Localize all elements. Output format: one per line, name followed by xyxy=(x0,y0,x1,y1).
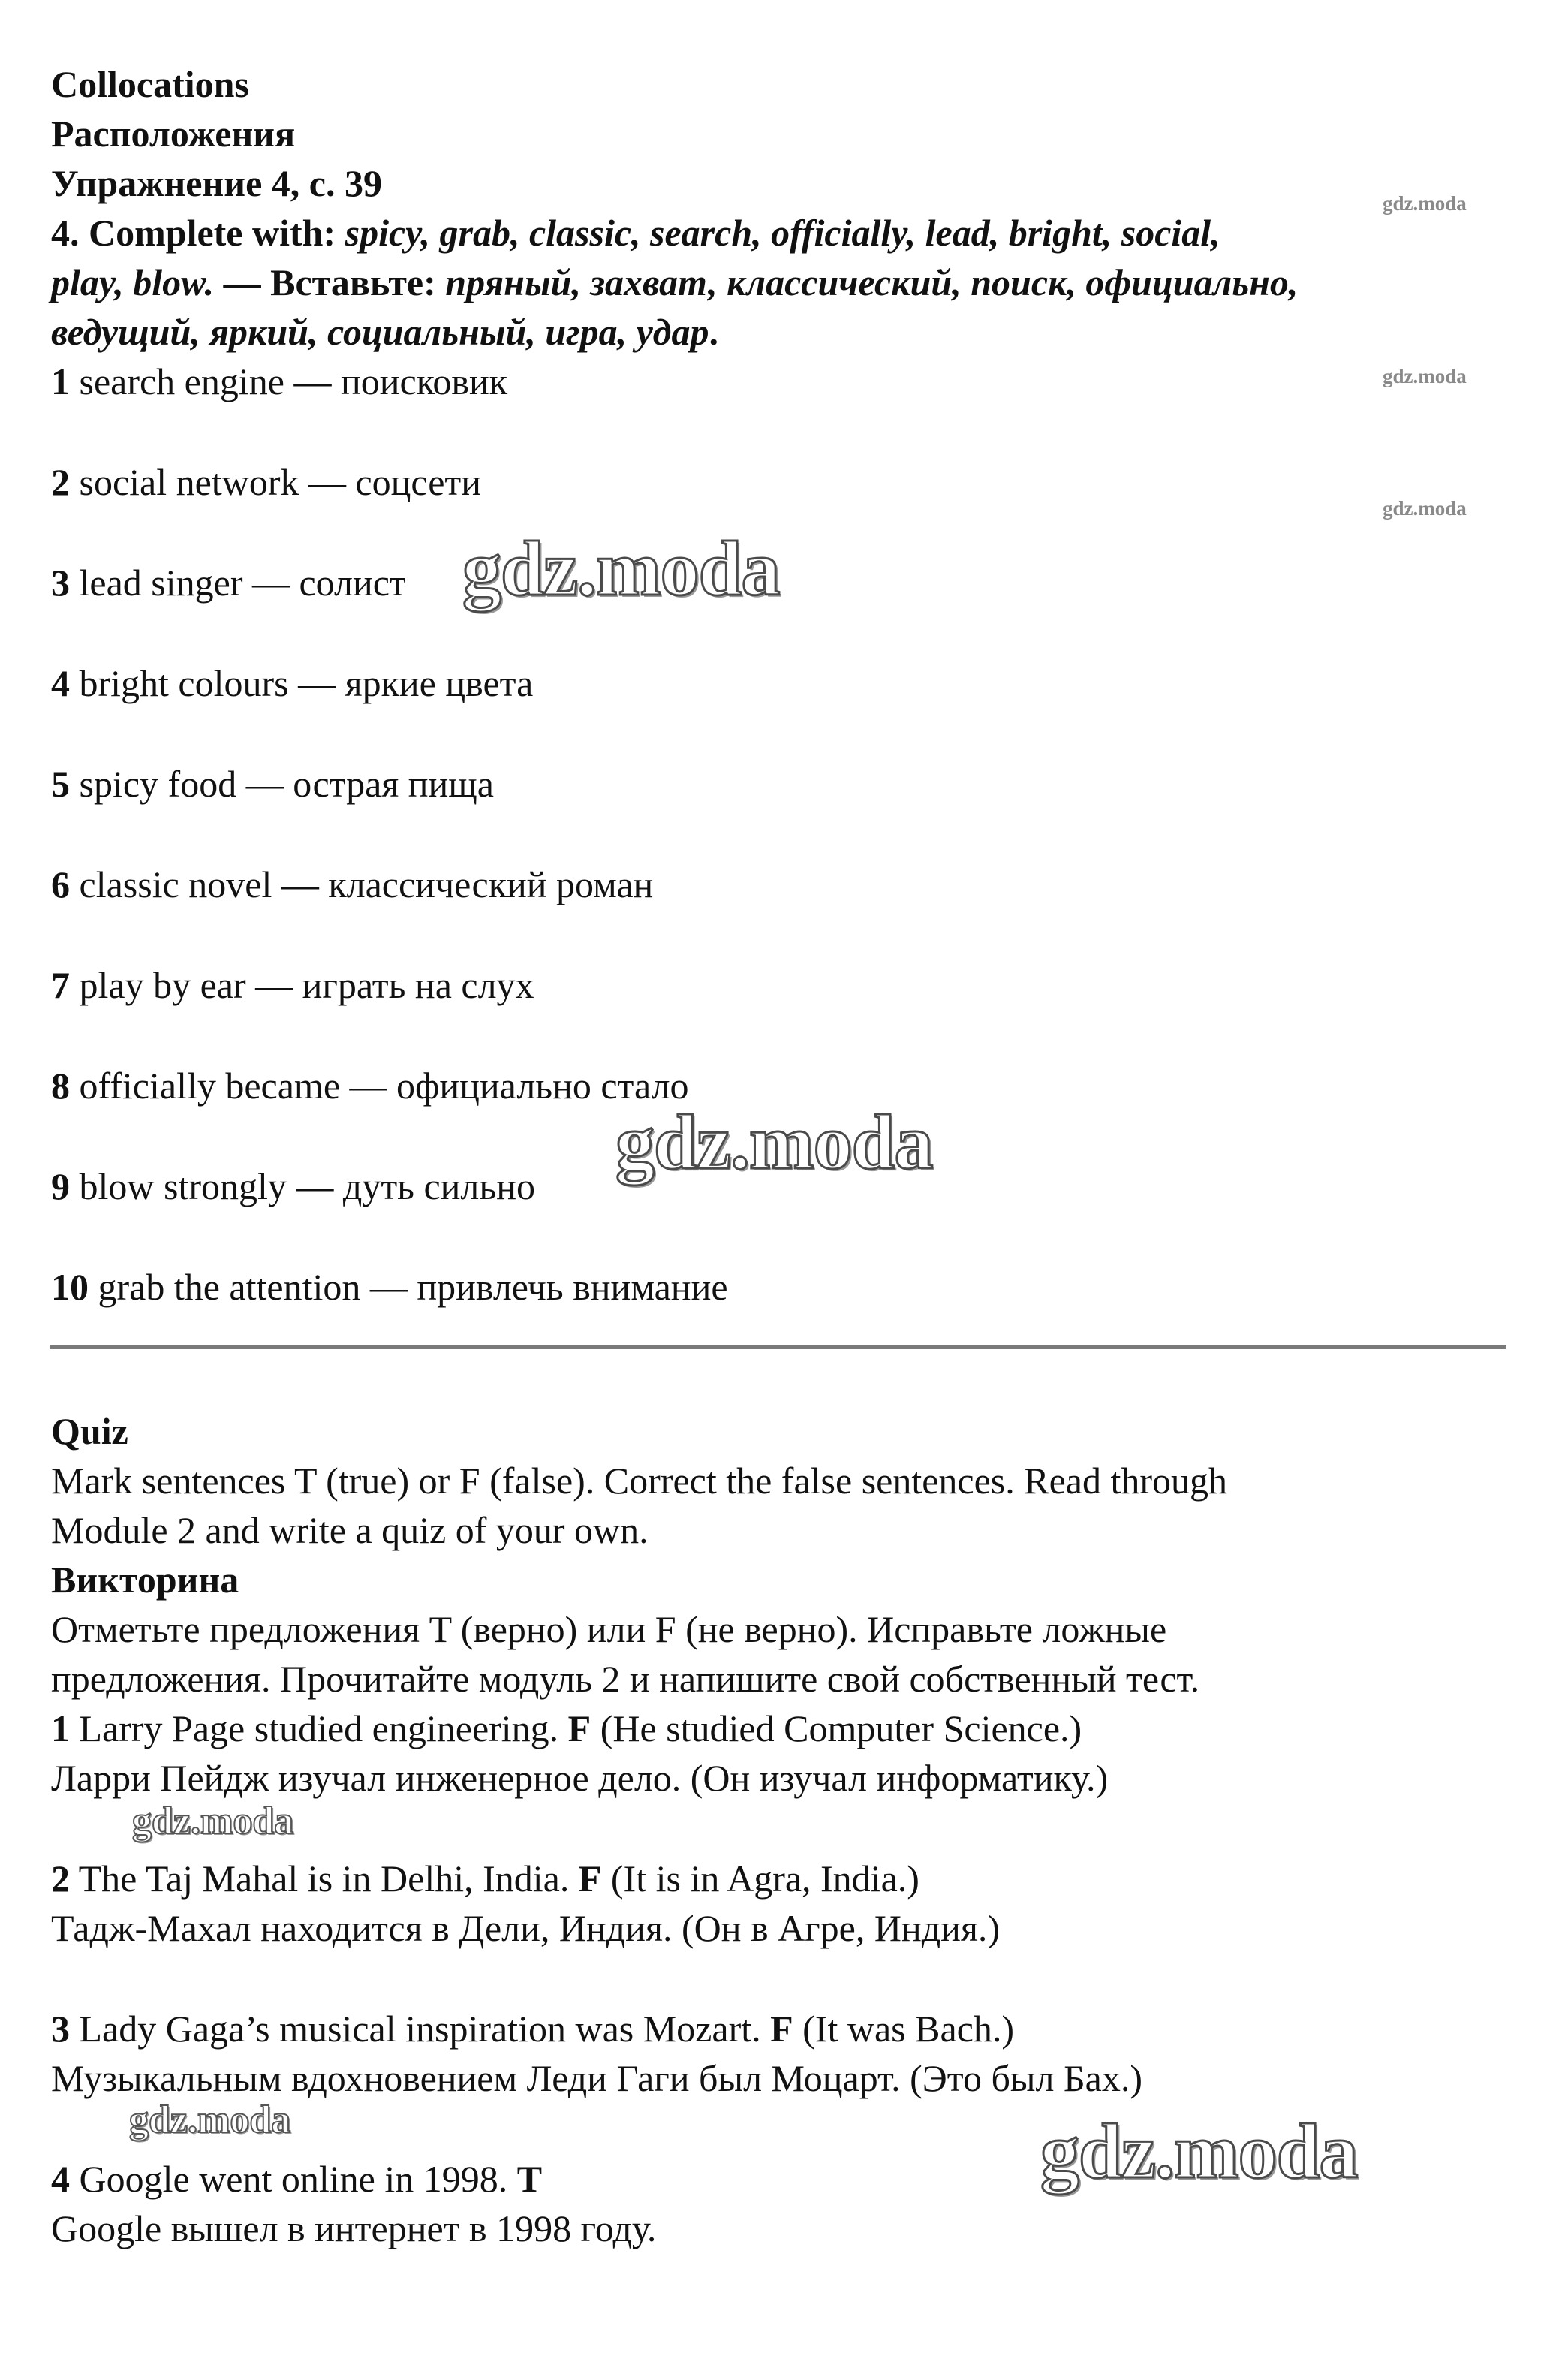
item-text: social network — соцсети xyxy=(70,461,482,503)
instruction-prefix: 4. Complete with: xyxy=(51,212,345,254)
instruction-line-1 xyxy=(51,210,1220,255)
watermark-large: gdz.moda xyxy=(615,1099,933,1186)
section-divider xyxy=(50,1345,1506,1349)
item-number: 5 xyxy=(51,763,70,805)
quiz-heading: Quiz xyxy=(51,1410,128,1452)
item-number: 8 xyxy=(51,1065,70,1107)
quiz-question-translation: Ларри Пейдж изучал инженерное дело. (Он изучал информатику.) xyxy=(51,1757,1109,1799)
watermark-medium: gdz.moda xyxy=(132,1800,294,1842)
exercise-reference: Упражнение 4, с. 39 xyxy=(51,162,382,204)
question-answer: F xyxy=(567,1707,591,1749)
question-correction: (It was Bach.) xyxy=(793,2008,1014,2050)
watermark-large: gdz.moda xyxy=(462,526,780,612)
instruction-mid: — Вставьте: xyxy=(214,261,446,303)
item-number: 1 xyxy=(51,360,70,402)
instruction-end: . xyxy=(709,311,718,353)
item-number: 2 xyxy=(51,461,70,503)
question-correction: (It is in Agra, India.) xyxy=(601,1857,919,1900)
watermark-small: gdz.moda xyxy=(1383,497,1467,520)
quiz-question-translation: Google вышел в интернет в 1998 году. xyxy=(51,2207,657,2249)
heading-collocations: Collocations xyxy=(51,63,249,105)
item-text: classic novel — классический роман xyxy=(70,863,654,905)
instruction-words-ru-cont: ведущий, яркий, социальный, игра, удар xyxy=(51,311,709,353)
list-item xyxy=(51,862,653,907)
list-item xyxy=(51,1264,728,1309)
watermark-medium: gdz.moda xyxy=(129,2098,291,2141)
item-text: search engine — поисковик xyxy=(70,360,508,402)
item-number: 3 xyxy=(51,562,70,604)
instruction-words-en: spicy, grab, classic, search, officially, lead, bright, social, xyxy=(345,212,1220,254)
watermark-large: gdz.moda xyxy=(1040,2108,1358,2195)
question-answer: F xyxy=(770,2008,793,2050)
item-number: 6 xyxy=(51,863,70,905)
watermark-small: gdz.moda xyxy=(1383,192,1467,215)
list-item xyxy=(51,1164,535,1209)
item-text: play by ear — играть на слух xyxy=(70,964,534,1006)
quiz-question xyxy=(51,2006,1014,2051)
instruction-words-en-cont: play, blow. xyxy=(51,261,215,303)
question-number: 2 xyxy=(51,1857,70,1900)
item-text: lead singer — солист xyxy=(70,562,406,604)
item-number: 9 xyxy=(51,1165,70,1207)
instruction-line-2 xyxy=(51,260,1298,305)
quiz-instruction-en-2: Module 2 and write a quiz of your own. xyxy=(51,1509,649,1551)
quiz-question xyxy=(51,1856,919,1901)
question-answer: F xyxy=(578,1857,602,1900)
item-text: spicy food — острая пища xyxy=(70,763,494,805)
item-number: 7 xyxy=(51,964,70,1006)
question-correction: (He studied Computer Science.) xyxy=(591,1707,1082,1749)
quiz-instruction-ru-1: Отметьте предложения T (верно) или F (не верно). Исправьте ложные xyxy=(51,1608,1167,1650)
item-text: bright colours — яркие цвета xyxy=(70,662,534,704)
list-item xyxy=(51,963,534,1008)
quiz-question xyxy=(51,1706,1082,1751)
list-item xyxy=(51,359,507,404)
question-number: 4 xyxy=(51,2158,70,2200)
item-text: officially became — официально стало xyxy=(70,1065,689,1107)
quiz-heading-ru: Викторина xyxy=(51,1559,239,1601)
quiz-question-translation: Тадж-Махал находится в Дели, Индия. (Он в Агре, Индия.) xyxy=(51,1907,1001,1949)
item-text: blow strongly — дуть сильно xyxy=(70,1165,535,1207)
list-item xyxy=(51,761,494,806)
instruction-line-3 xyxy=(51,309,718,354)
question-statement: Lady Gaga’s musical inspiration was Mozart. xyxy=(70,2008,771,2050)
list-item xyxy=(51,560,406,605)
watermark-small: gdz.moda xyxy=(1383,365,1467,387)
quiz-instruction-ru-2: предложения. Прочитайте модуль 2 и напишите свой собственный тест. xyxy=(51,1658,1200,1700)
item-number: 10 xyxy=(51,1266,89,1308)
question-answer: T xyxy=(516,2158,543,2200)
instruction-words-ru: пряный, захват, классический, поиск, официально, xyxy=(445,261,1299,303)
heading-russian: Расположения xyxy=(51,113,296,155)
question-statement: Google went online in 1998. xyxy=(70,2158,517,2200)
quiz-instruction-en-1: Mark sentences T (true) or F (false). Correct the false sentences. Read through xyxy=(51,1460,1228,1502)
item-number: 4 xyxy=(51,662,70,704)
quiz-question-translation: Музыкальным вдохновением Леди Гаги был Моцарт. (Это был Бах.) xyxy=(51,2057,1143,2099)
question-statement: Larry Page studied engineering. xyxy=(70,1707,568,1749)
list-item xyxy=(51,1063,689,1108)
question-statement: The Taj Mahal is in Delhi, India. xyxy=(70,1857,579,1900)
question-number: 3 xyxy=(51,2008,70,2050)
list-item xyxy=(51,459,481,505)
list-item xyxy=(51,661,533,706)
item-text: grab the attention — привлечь внимание xyxy=(89,1266,728,1308)
question-number: 1 xyxy=(51,1707,70,1749)
quiz-question xyxy=(51,2156,542,2201)
